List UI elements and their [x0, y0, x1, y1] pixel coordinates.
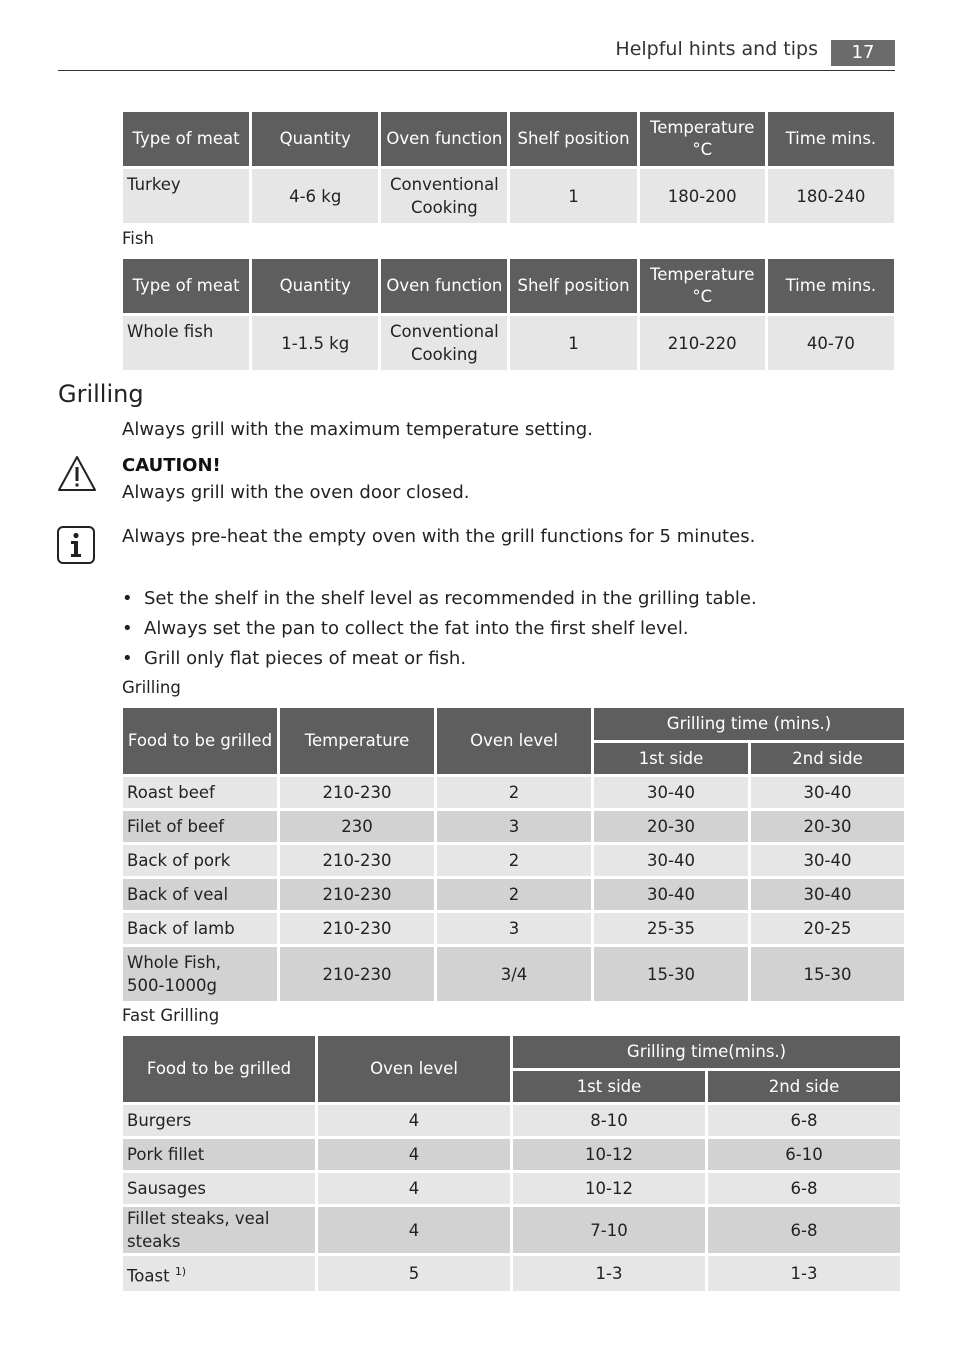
cell-side2: 6-8 [708, 1207, 900, 1253]
table-row [123, 777, 904, 808]
food-line: 500-1000g [127, 976, 217, 995]
header-cell: Shelf position [510, 259, 636, 313]
fast-grilling-caption: Fast Grilling [122, 1006, 220, 1025]
header-cell: Temperature [280, 708, 434, 774]
cell-level: 2 [437, 879, 591, 910]
cell-food: Back of pork [123, 845, 277, 876]
header-cell: Oven level [437, 708, 591, 774]
info-text: Always pre-heat the empty oven with the grill functions for 5 minutes. [122, 526, 756, 547]
table-row [123, 879, 904, 910]
cell-level: 4 [318, 1139, 510, 1170]
header-cell: Type of meat [123, 259, 249, 313]
cell-food: Sausages [123, 1173, 315, 1204]
cell-quantity: 1-1.5 kg [252, 316, 378, 370]
header-cell: Food to be grilled [123, 1036, 315, 1102]
cell-side1: 10-12 [513, 1173, 705, 1204]
cell-side1: 20-30 [594, 811, 748, 842]
table-row [123, 169, 894, 223]
header-cell: Grilling time (mins.) [594, 708, 904, 740]
cell-temperature: 210-230 [280, 913, 434, 944]
bullet-dot: • [122, 588, 133, 609]
cell-food: Filet of beef [123, 811, 277, 842]
cell-temperature: 210-230 [280, 879, 434, 910]
cell-level: 5 [318, 1256, 510, 1291]
cell-temperature: 210-230 [280, 777, 434, 808]
cell-side1: 8-10 [513, 1105, 705, 1136]
table-row [123, 913, 904, 944]
list-item-text: Always set the pan to collect the fat into the first shelf level. [144, 618, 689, 639]
cell-side2: 6-8 [708, 1105, 900, 1136]
grilling-table-caption: Grilling [122, 678, 181, 697]
grilling-table [120, 705, 907, 1004]
temperature-label: Temperature [649, 118, 755, 137]
cell-side1: 15-30 [594, 947, 748, 1001]
cell-function: Conventional Cooking [381, 316, 507, 370]
table-row [123, 845, 904, 876]
cell-side1: 1-3 [513, 1256, 705, 1291]
cell-level: 4 [318, 1173, 510, 1204]
bullet-dot: • [122, 648, 133, 669]
cell-temperature: 210-230 [280, 845, 434, 876]
cell-level: 3 [437, 811, 591, 842]
header-cell: Oven function [381, 112, 507, 166]
cell-side2: 20-25 [751, 913, 904, 944]
cell-time: 180-240 [768, 169, 894, 223]
cell-food: Burgers [123, 1105, 315, 1136]
fast-table-header-row [123, 1036, 900, 1068]
cell-side1: 30-40 [594, 845, 748, 876]
section-title: Grilling [58, 380, 144, 408]
cell-side2: 6-10 [708, 1139, 900, 1170]
table-row [123, 1173, 900, 1204]
list-item [122, 586, 757, 616]
header-cell: Oven function [381, 259, 507, 313]
header-cell [640, 259, 765, 313]
tips-list [122, 586, 757, 676]
cell-level: 4 [318, 1105, 510, 1136]
grilling-intro: Always grill with the maximum temperature setting. [122, 419, 593, 440]
fish-table-header-row [123, 259, 894, 313]
list-item [122, 646, 757, 676]
cell-food [123, 947, 277, 1001]
cell-side2: 20-30 [751, 811, 904, 842]
cell-temperature: 210-220 [640, 316, 765, 370]
header-cell: Time mins. [768, 259, 894, 313]
cell-food: Fillet steaks, veal steaks [123, 1207, 315, 1253]
cell-type: Turkey [123, 169, 249, 223]
header-cell: Grilling time(mins.) [513, 1036, 900, 1068]
cell-food: Back of lamb [123, 913, 277, 944]
cell-side2: 30-40 [751, 845, 904, 876]
cell-temperature: 180-200 [640, 169, 765, 223]
table-row [123, 1105, 900, 1136]
page-number: 17 [831, 40, 895, 66]
header-cell: 2nd side [708, 1071, 900, 1102]
meat-table [120, 109, 897, 226]
caution-text: Always grill with the oven door closed. [122, 482, 470, 503]
cell-temperature: 210-230 [280, 947, 434, 1001]
table-row [123, 947, 904, 1001]
header-cell: 1st side [594, 743, 748, 774]
table-row [123, 316, 894, 370]
cell-level: 4 [318, 1207, 510, 1253]
header-cell: 2nd side [751, 743, 904, 774]
list-item-text: Grill only flat pieces of meat or fish. [144, 648, 467, 669]
grilling-table-header-row [123, 708, 904, 740]
header-cell: Quantity [252, 259, 378, 313]
cell-level: 2 [437, 777, 591, 808]
list-item-text: Set the shelf in the shelf level as recommended in the grilling table. [144, 588, 757, 609]
list-item [122, 616, 757, 646]
cell-time: 40-70 [768, 316, 894, 370]
cell-food: Back of veal [123, 879, 277, 910]
table-row [123, 1139, 900, 1170]
cell-shelf: 1 [510, 316, 636, 370]
cell-food: Roast beef [123, 777, 277, 808]
cell-side1: 30-40 [594, 777, 748, 808]
caution-title: CAUTION! [122, 455, 221, 476]
cell-food [123, 1256, 315, 1291]
celsius-unit: °C [692, 287, 713, 306]
cell-function: Conventional Cooking [381, 169, 507, 223]
table-row [123, 1207, 900, 1253]
celsius-unit: °C [692, 140, 713, 159]
table-row [123, 811, 904, 842]
bullet-dot: • [122, 618, 133, 639]
fast-grilling-table [120, 1033, 903, 1294]
cell-side1: 7-10 [513, 1207, 705, 1253]
header-cell: Type of meat [123, 112, 249, 166]
header-divider [58, 70, 895, 71]
header-title: Helpful hints and tips [615, 38, 818, 60]
cell-side2: 30-40 [751, 879, 904, 910]
header-cell: Quantity [252, 112, 378, 166]
header-cell: Oven level [318, 1036, 510, 1102]
cell-side1: 10-12 [513, 1139, 705, 1170]
cell-type: Whole fish [123, 316, 249, 370]
header-cell: Food to be grilled [123, 708, 277, 774]
food-line: Whole Fish, [127, 953, 222, 972]
cell-shelf: 1 [510, 169, 636, 223]
cell-side2: 1-3 [708, 1256, 900, 1291]
cell-quantity: 4-6 kg [252, 169, 378, 223]
meat-table-header-row [123, 112, 894, 166]
cell-side2: 30-40 [751, 777, 904, 808]
cell-temperature: 230 [280, 811, 434, 842]
cell-side1: 30-40 [594, 879, 748, 910]
food-name: Toast [127, 1266, 170, 1286]
cell-side2: 15-30 [751, 947, 904, 1001]
cell-food: Pork fillet [123, 1139, 315, 1170]
footnote-marker: 1) [174, 1264, 187, 1278]
cell-side1: 25-35 [594, 913, 748, 944]
cell-side2: 6-8 [708, 1173, 900, 1204]
warning-triangle-icon [57, 455, 97, 493]
cell-level: 3/4 [437, 947, 591, 1001]
temperature-label: Temperature [649, 265, 755, 284]
header-cell: Shelf position [510, 112, 636, 166]
cell-level: 2 [437, 845, 591, 876]
header-cell: Time mins. [768, 112, 894, 166]
info-icon [57, 526, 95, 564]
header-cell: 1st side [513, 1071, 705, 1102]
fish-caption: Fish [122, 229, 154, 248]
cell-level: 3 [437, 913, 591, 944]
table-row [123, 1256, 900, 1291]
header-cell [640, 112, 765, 166]
fish-table [120, 256, 897, 373]
